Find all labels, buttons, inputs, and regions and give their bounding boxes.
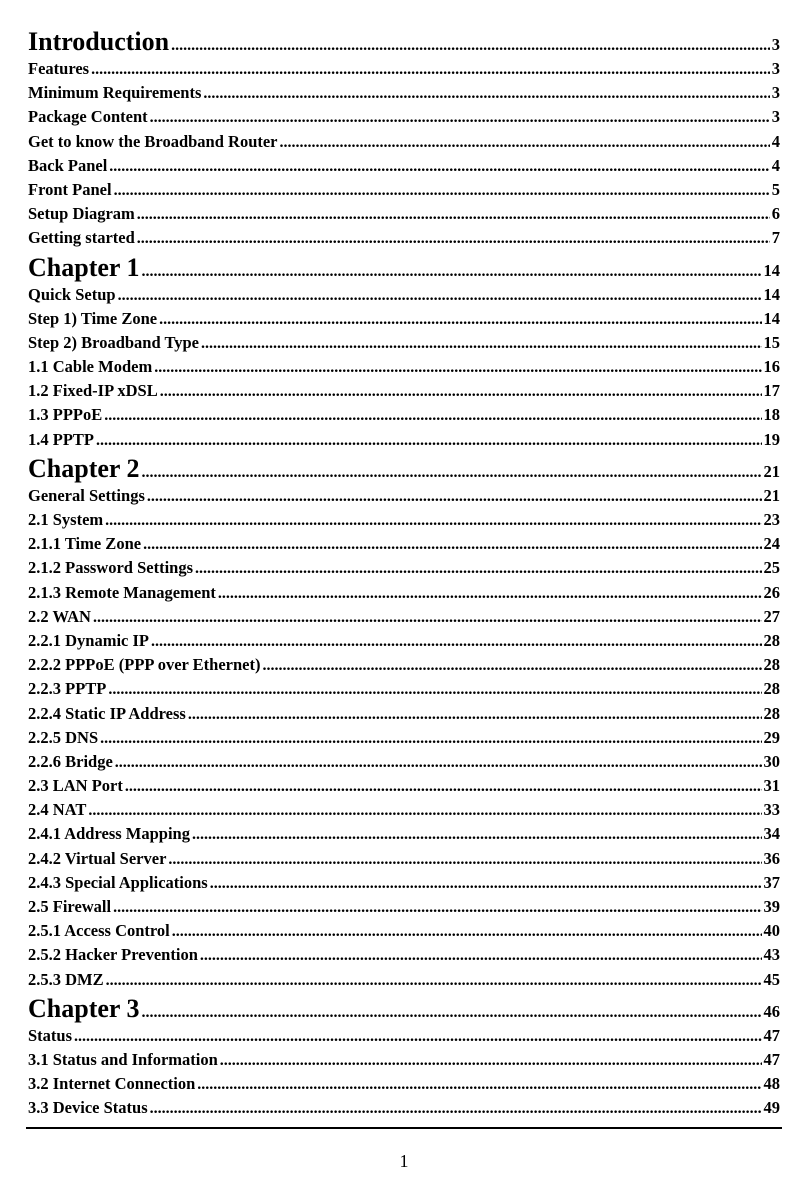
toc-entry-page: 30 [763, 751, 780, 771]
toc-dot-leader [150, 107, 770, 127]
toc-entry-title: 1.1 Cable Modem [28, 357, 153, 377]
toc-entry-page: 27 [763, 606, 780, 626]
toc-entry-page: 28 [763, 655, 780, 675]
toc-dot-leader [118, 285, 762, 305]
toc-dot-leader [96, 430, 762, 450]
toc-entry-title: 2.2 WAN [28, 606, 91, 626]
toc-entry-title: 2.4.2 Virtual Server [28, 848, 167, 868]
toc-section-entry[interactable] [28, 510, 780, 534]
toc-entry-title: 2.3 LAN Port [28, 776, 123, 796]
toc-entry-page: 4 [771, 155, 780, 175]
toc-entry-title: 2.1 System [28, 510, 104, 529]
toc-dot-leader [172, 921, 762, 941]
toc-entry-page: 40 [763, 921, 780, 941]
toc-entry-page: 49 [763, 1098, 780, 1118]
toc-dot-leader [106, 970, 762, 990]
toc-entry-page: 14 [763, 284, 780, 304]
toc-dot-leader [188, 704, 762, 724]
toc-section-entry[interactable] [28, 583, 780, 607]
toc-dot-leader [88, 800, 761, 820]
toc-section-entry[interactable] [28, 970, 780, 994]
toc-section-entry[interactable] [28, 824, 780, 848]
toc-section-entry[interactable] [28, 1050, 780, 1074]
toc-entry-title: Status [28, 1025, 73, 1045]
toc-entry-page: 28 [763, 679, 780, 699]
toc-entry-page: 28 [763, 703, 780, 723]
toc-section-entry[interactable] [28, 1098, 780, 1122]
toc-section-entry[interactable] [28, 333, 780, 357]
toc-entry-page: 3 [771, 35, 780, 54]
toc-section-entry[interactable] [28, 849, 780, 873]
toc-entry-title: Package Content [28, 107, 148, 127]
toc-dot-leader [108, 679, 761, 699]
toc-entry-page: 17 [763, 381, 780, 401]
toc-entry-title: 3.2 Internet Connection [28, 1074, 196, 1094]
toc-section-entry[interactable] [28, 180, 780, 204]
toc-dot-leader [137, 204, 770, 224]
table-of-contents [28, 27, 780, 1123]
toc-section-entry[interactable] [28, 631, 780, 655]
toc-dot-leader [104, 405, 761, 425]
toc-section-entry[interactable] [28, 59, 780, 83]
toc-section-entry[interactable] [28, 1026, 780, 1050]
toc-section-entry[interactable] [28, 228, 780, 252]
toc-entry-page: 46 [763, 1001, 780, 1021]
toc-section-entry[interactable] [28, 156, 780, 180]
toc-entry-page: 21 [763, 461, 780, 481]
toc-entry-page: 47 [763, 1049, 780, 1069]
toc-entry-page: 6 [771, 204, 780, 224]
toc-entry-page: 4 [771, 131, 780, 151]
toc-entry-page: 16 [763, 357, 780, 377]
toc-section-entry[interactable] [28, 357, 780, 381]
toc-entry-page: 39 [763, 897, 780, 916]
toc-entry-page: 31 [763, 776, 780, 796]
toc-dot-leader [171, 27, 770, 57]
toc-dot-leader [141, 454, 761, 484]
toc-section-entry[interactable] [28, 655, 780, 679]
toc-dot-leader [74, 1026, 761, 1046]
toc-dot-leader [113, 897, 761, 917]
toc-entry-page: 24 [763, 534, 780, 554]
toc-entry-title: 2.5.3 DMZ [28, 969, 104, 989]
toc-dot-leader [197, 1074, 761, 1094]
toc-section-entry[interactable] [28, 405, 780, 429]
toc-entry-title: Chapter 3 [28, 993, 140, 1023]
toc-entry-page: 47 [763, 1025, 780, 1045]
toc-entry-title: 2.2.4 Static IP Address [28, 703, 186, 723]
toc-entry-page: 26 [763, 582, 780, 602]
toc-entry-page: 3 [771, 59, 780, 78]
toc-entry-page: 18 [763, 405, 780, 425]
toc-dot-leader [200, 945, 762, 965]
toc-entry-page: 48 [763, 1074, 780, 1094]
toc-dot-leader [151, 631, 762, 651]
toc-entry-title: Chapter 1 [28, 252, 140, 282]
toc-entry-title: 3.1 Status and Information [28, 1049, 218, 1069]
toc-entry-page: 7 [771, 228, 780, 248]
toc-entry-title: 2.4 NAT [28, 800, 87, 820]
toc-dot-leader [100, 728, 761, 748]
toc-chapter-entry[interactable] [28, 253, 780, 285]
toc-entry-title: 3.3 Device Status [28, 1098, 148, 1118]
toc-section-entry[interactable] [28, 728, 780, 752]
toc-section-entry[interactable] [28, 285, 780, 309]
toc-entry-page: 33 [763, 800, 780, 820]
toc-section-entry[interactable] [28, 204, 780, 228]
toc-entry-title: Get to know the Broadband Router [28, 131, 278, 151]
page-number: 1 [399, 1151, 409, 1171]
toc-dot-leader [105, 510, 761, 530]
toc-section-entry[interactable] [28, 558, 780, 582]
toc-entry-title: 2.2.1 Dynamic IP [28, 630, 149, 650]
toc-entry-title: 2.2.5 DNS [28, 727, 99, 747]
toc-entry-title: 2.5.2 Hacker Prevention [28, 945, 198, 965]
toc-dot-leader [195, 558, 761, 578]
toc-entry-page: 45 [763, 969, 780, 989]
toc-entry-page: 34 [763, 824, 780, 844]
toc-dot-leader [262, 655, 761, 675]
toc-entry-page: 3 [771, 83, 780, 103]
footer-rule [26, 1127, 782, 1129]
toc-entry-title: Step 1) Time Zone [28, 308, 158, 328]
toc-dot-leader [210, 873, 762, 893]
toc-section-entry[interactable] [28, 873, 780, 897]
toc-entry-title: 2.1.3 Remote Management [28, 582, 216, 602]
toc-section-entry[interactable] [28, 752, 780, 776]
toc-entry-title: Features [28, 59, 90, 78]
toc-dot-leader [137, 228, 770, 248]
toc-entry-page: 29 [763, 727, 780, 747]
toc-entry-page: 21 [763, 485, 780, 505]
toc-entry-title: General Settings [28, 485, 145, 505]
toc-section-entry[interactable] [28, 132, 780, 156]
toc-dot-leader [154, 357, 761, 377]
toc-entry-title: 2.5 Firewall [28, 897, 112, 916]
toc-entry-title: Setup Diagram [28, 204, 135, 224]
toc-entry-title: 2.1.2 Password Settings [28, 558, 194, 578]
toc-dot-leader [159, 309, 761, 329]
toc-dot-leader [114, 180, 770, 200]
toc-entry-title: 2.4.3 Special Applications [28, 872, 208, 892]
toc-dot-leader [141, 994, 761, 1024]
toc-section-entry[interactable] [28, 679, 780, 703]
toc-entry-title: Front Panel [28, 179, 112, 199]
toc-entry-page: 43 [763, 945, 780, 965]
toc-dot-leader [115, 752, 762, 772]
toc-section-entry[interactable] [28, 897, 780, 921]
toc-entry-title: 1.4 PPTP [28, 429, 94, 449]
toc-dot-leader [160, 381, 762, 401]
toc-section-entry[interactable] [28, 83, 780, 107]
toc-dot-leader [125, 776, 762, 796]
toc-entry-page: 23 [763, 510, 780, 529]
toc-dot-leader [201, 333, 761, 353]
toc-entry-page: 37 [763, 872, 780, 892]
toc-entry-page: 15 [763, 332, 780, 352]
toc-section-entry[interactable] [28, 309, 780, 333]
toc-chapter-entry[interactable] [28, 994, 780, 1026]
toc-entry-title: Introduction [28, 27, 170, 56]
toc-entry-title: 2.2.6 Bridge [28, 751, 113, 771]
toc-dot-leader [150, 1098, 762, 1118]
toc-entry-title: Quick Setup [28, 284, 116, 304]
toc-entry-page: 14 [763, 308, 780, 328]
toc-dot-leader [109, 156, 769, 176]
toc-section-entry[interactable] [28, 1074, 780, 1098]
toc-dot-leader [147, 486, 762, 506]
toc-dot-leader [91, 59, 770, 79]
toc-section-entry[interactable] [28, 430, 780, 454]
toc-entry-title: 2.1.1 Time Zone [28, 534, 142, 554]
toc-entry-page: 19 [763, 429, 780, 449]
toc-entry-page: 3 [771, 107, 780, 127]
toc-entry-page: 14 [763, 260, 780, 280]
toc-entry-title: 1.2 Fixed-IP xDSL [28, 381, 158, 401]
toc-entry-title: Back Panel [28, 155, 108, 175]
toc-section-entry[interactable] [28, 486, 780, 510]
toc-section-entry[interactable] [28, 381, 780, 405]
toc-chapter-entry[interactable] [28, 454, 780, 486]
toc-section-entry[interactable] [28, 776, 780, 800]
toc-section-entry[interactable] [28, 800, 780, 824]
toc-entry-page: 36 [763, 848, 780, 868]
toc-entry-title: Step 2) Broadband Type [28, 332, 200, 352]
toc-dot-leader [192, 824, 762, 844]
toc-entry-title: 2.4.1 Address Mapping [28, 824, 190, 844]
toc-section-entry[interactable] [28, 107, 780, 131]
toc-entry-title: 2.2.3 PPTP [28, 679, 107, 699]
toc-entry-title: 2.5.1 Access Control [28, 921, 170, 941]
toc-entry-title: 2.2.2 PPPoE (PPP over Ethernet) [28, 655, 261, 675]
toc-dot-leader [220, 1050, 762, 1070]
toc-dot-leader [141, 253, 761, 283]
toc-section-entry[interactable] [28, 945, 780, 969]
toc-dot-leader [218, 583, 762, 603]
toc-section-entry[interactable] [28, 921, 780, 945]
toc-dot-leader [203, 83, 769, 103]
toc-entry-page: 5 [771, 179, 780, 199]
toc-entry-title: 1.3 PPPoE [28, 405, 103, 425]
toc-entry-title: Getting started [28, 228, 135, 248]
toc-entry-title: Chapter 2 [28, 453, 140, 483]
toc-section-entry[interactable] [28, 607, 780, 631]
toc-dot-leader [143, 534, 761, 554]
toc-section-entry[interactable] [28, 704, 780, 728]
toc-entry-title: Minimum Requirements [28, 83, 202, 103]
toc-entry-page: 28 [763, 630, 780, 650]
toc-dot-leader [93, 607, 762, 627]
toc-dot-leader [168, 849, 761, 869]
toc-chapter-entry[interactable] [28, 27, 780, 59]
toc-dot-leader [280, 132, 770, 152]
toc-section-entry[interactable] [28, 534, 780, 558]
toc-entry-page: 25 [763, 558, 780, 578]
